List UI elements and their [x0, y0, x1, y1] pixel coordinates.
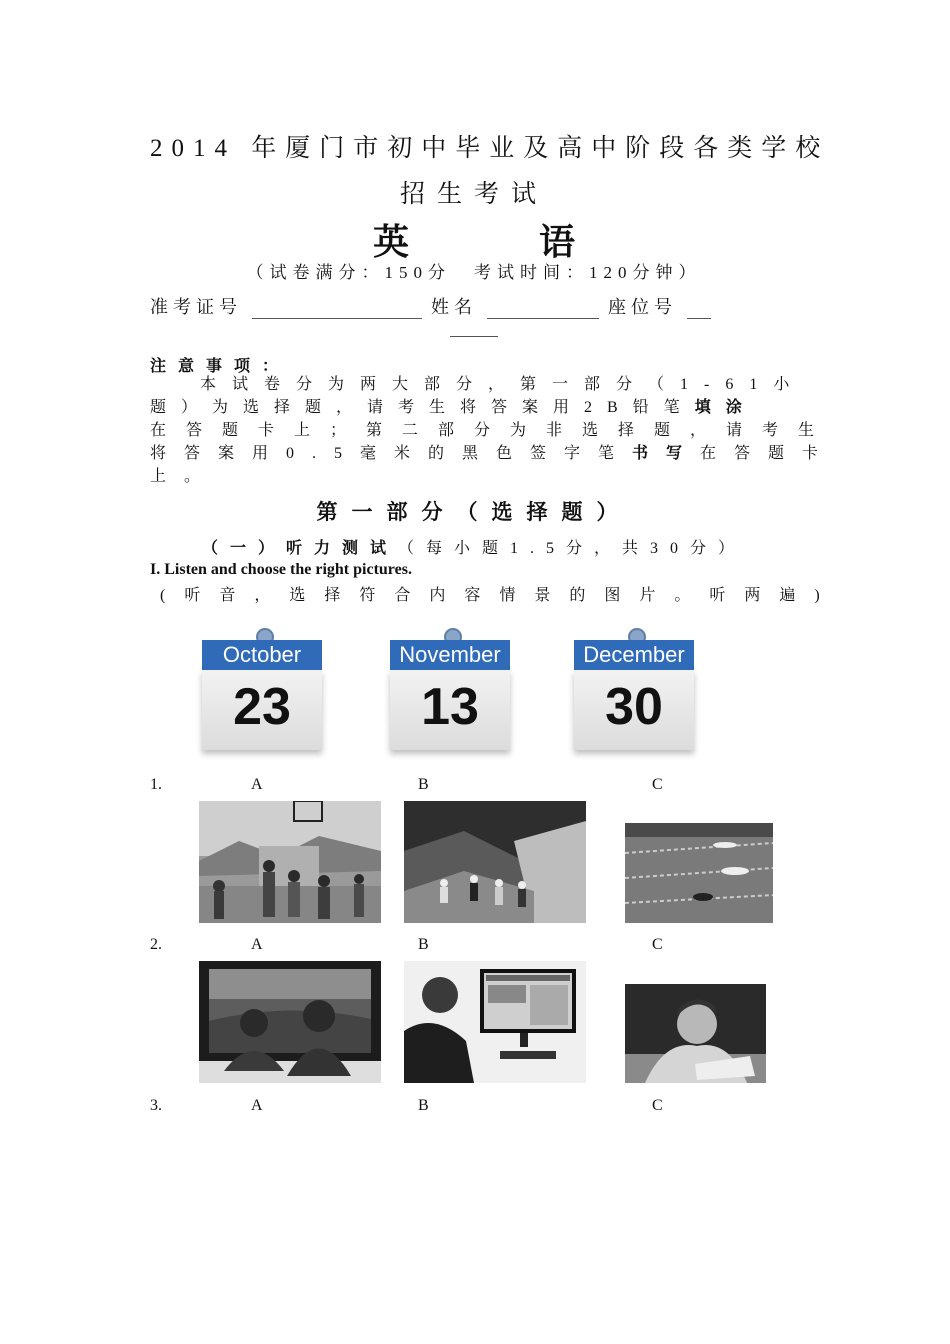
option-label-b: B — [418, 936, 429, 953]
notes-heading: 注意事项： — [150, 358, 291, 375]
id-label: 准考证号 — [150, 297, 242, 317]
question-number: 3. — [150, 1097, 162, 1114]
calendar-month: October — [202, 640, 322, 670]
notes-line4 — [150, 442, 837, 465]
kids-tv-photo — [199, 961, 381, 1083]
question-instruction: I. Listen and choose the right pictures. — [150, 561, 412, 578]
notes-line4-bold: 书写 — [632, 445, 701, 462]
name-blank[interactable] — [487, 300, 599, 319]
calendar-month: December — [574, 640, 694, 670]
calendar-month: November — [390, 640, 510, 670]
subject-char-2: 语 — [539, 222, 576, 262]
seat-blank[interactable] — [687, 300, 711, 319]
option-label-c: C — [652, 1097, 663, 1114]
notes-line1: 本试卷分为两大部分，第一部分（1-61小 — [200, 376, 806, 393]
calendar-november — [390, 632, 510, 756]
option-label-a: A — [251, 936, 263, 953]
calendar-october — [202, 632, 322, 756]
option-label-a: A — [251, 776, 263, 793]
option-label-c: C — [652, 936, 663, 953]
calendar-day: 30 — [605, 678, 663, 736]
swimming-photo — [625, 823, 773, 923]
listening-section-points: （每小题1.5分，共30分） — [398, 540, 747, 557]
notes-line5: 上。 — [150, 468, 219, 485]
notes-line2 — [150, 396, 786, 419]
subject-char-1: 英 — [372, 222, 409, 262]
option-label-b: B — [418, 1097, 429, 1114]
notes-body — [150, 373, 837, 488]
calendar-december — [574, 632, 694, 756]
notes-line4-end: 在答题卡 — [700, 445, 837, 462]
exam-title-line1: 2014 年厦门市初中毕业及高中阶段各类学校 — [150, 135, 830, 162]
notes-line2-text: 题）为选择题，请考生将答案用2B铅笔 — [150, 399, 695, 416]
notes-line4-text: 将答案用0.5毫米的黑色签字笔 — [150, 445, 633, 462]
calendar-day: 23 — [233, 678, 291, 736]
option-label-b: B — [418, 776, 429, 793]
name-label: 姓名 — [431, 297, 477, 317]
part1-title: 第一部分（选择题） — [316, 500, 632, 524]
question-instruction-cn: (听音，选择符合内容情景的图片。听两遍) — [160, 587, 839, 604]
candidate-info-line — [150, 293, 798, 319]
seat-label: 座位号 — [608, 297, 677, 317]
option-label-c: C — [652, 776, 663, 793]
option-label-a: A — [251, 1097, 263, 1114]
score-time-line: （试卷满分：150分 考试时间：120分钟） — [246, 263, 702, 282]
exam-title-line2: 招生考试 — [399, 181, 548, 208]
notes-line3: 在答题卡上；第二部分为非选择题，请考生 — [150, 422, 835, 439]
basketball-photo — [199, 801, 381, 923]
question-number: 2. — [150, 936, 162, 953]
seat-blank-continued — [450, 322, 498, 337]
listening-section-title — [150, 535, 798, 558]
hiking-photo — [404, 801, 586, 923]
computer-user-photo — [404, 961, 586, 1083]
id-blank[interactable] — [252, 300, 422, 319]
question-number: 1. — [150, 776, 162, 793]
listening-section-bold: （一）听力测试 — [201, 540, 398, 557]
student-studying-photo — [625, 984, 766, 1083]
calendar-day: 13 — [421, 678, 479, 736]
notes-line2-bold: 填涂 — [694, 399, 757, 416]
